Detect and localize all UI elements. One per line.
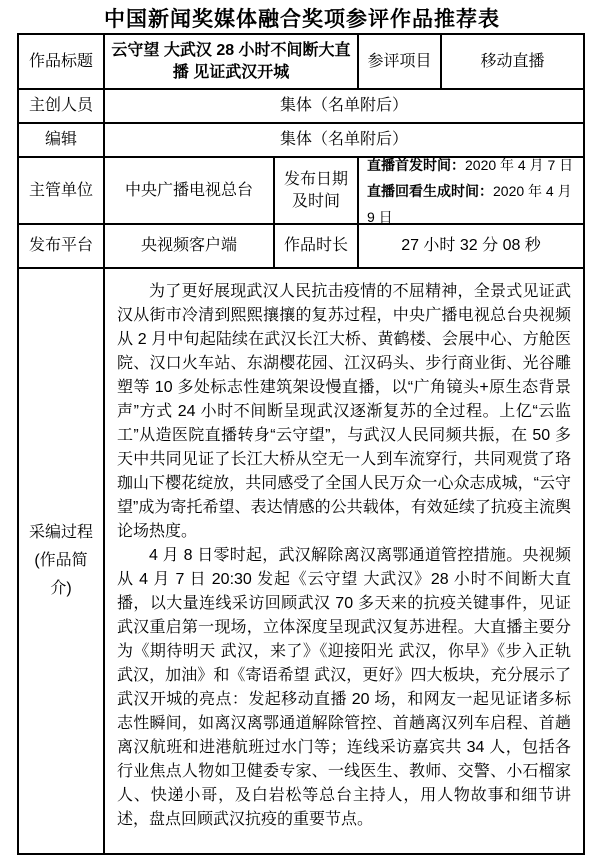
work-title-value: 云守望 大武汉 28 小时不间断大直播 见证武汉开城 bbox=[105, 35, 359, 88]
process-paragraph-2: 4 月 8 日零时起，武汉解除离汉离鄂通道管控措施。央视频从 4 月 7 日 20:30 发起《云守望 大武汉》28 小时不间断大直播，以大量连线采访回顾武汉 70 多天来的抗疫关键事件，见证武汉重启第一现场，立体深度呈现武汉复苏进程。大直播主要分为《期待明天 武汉，来了》《迎接阳光 武汉，你早》《步入正轨 武汉，加油》和《寄语希望 武汉，更好》四大板块，充分展示了武汉开城的亮点：发起移动直播 20 场，和网友一起见证诸多标志性瞬间，如离汉离鄂通道解除管控、首趟离汉列车启程、首趟离汉航班和进港航班过水门等；连线采访嘉宾共 34 人，包括各行业焦点人物如卫健委专家、一线医生、教师、交警、小石榴家人、快递小哥，及白岩松等总台主持人，用人物故事和细节讲述，盘点回顾武汉抗疫的重要节点。 bbox=[117, 547, 571, 828]
page-title: 中国新闻奖媒体融合奖项参评作品推荐表 bbox=[104, 8, 500, 31]
first-air-time bbox=[367, 152, 573, 178]
process-label-line1: 采编过程 bbox=[28, 524, 93, 541]
row-creators bbox=[19, 90, 583, 124]
platform-value: 央视频客户端 bbox=[105, 225, 275, 267]
process-label bbox=[19, 269, 105, 853]
creators-value: 集体（名单附后） bbox=[279, 97, 408, 114]
row-work-title bbox=[19, 35, 583, 90]
publish-date-label bbox=[275, 158, 359, 223]
publish-date-label-line1: 发布日期 bbox=[283, 170, 348, 188]
supervisor-label: 主管单位 bbox=[19, 158, 105, 223]
duration-label: 作品时长 bbox=[275, 225, 359, 267]
editor-value: 集体（名单附后） bbox=[279, 131, 408, 148]
replay-generated-time-label: 直播回看生成时间： bbox=[367, 182, 493, 199]
replay-generated-time bbox=[367, 178, 579, 230]
row-platform bbox=[19, 225, 583, 269]
row-process bbox=[19, 269, 583, 853]
publish-date-value bbox=[359, 158, 583, 223]
process-paragraph-1: 为了更好展现武汉人民抗击疫情的不屈精神，全景式见证武汉从街市冷清到熙熙攘攘的复苏过程，中央广播电视总台央视频从 2 月中旬起陆续在武汉长江大桥、黄鹤楼、会展中心、方舱医院、汉口火车站、东湖樱花园、江汉码头、步行商业街、光谷雕塑等 10 多处标志性建筑架设慢直播，以“广角镜头+原生态背景声”方式 24 小时不间断呈现武汉逐渐复苏的全过程。上亿“云监工”从造医院直播转身“云守望”，与武汉人民同频共振，在 50 多天中共同见证了长江大桥从空无一人到车流穿行，共同观赏了珞珈山下樱花绽放，共同感受了全国人民万众一心众志成城，“云守望”成为寄托希望、表达情感的公共载体，有效延续了抗疫主流舆论场热度。 bbox=[117, 283, 571, 540]
work-title-label: 作品标题 bbox=[19, 35, 105, 88]
first-air-time-label: 直播首发时间： bbox=[367, 156, 465, 173]
row-supervisor bbox=[19, 158, 583, 225]
editor-label: 编辑 bbox=[19, 124, 105, 156]
first-air-time-value: 2020 年 4 月 7 日 bbox=[465, 156, 574, 173]
process-label-line3: 介) bbox=[50, 580, 72, 597]
entry-category-label: 参评项目 bbox=[359, 35, 442, 88]
recommendation-table bbox=[17, 33, 585, 855]
process-description bbox=[105, 269, 583, 853]
supervisor-value: 中央广播电视总台 bbox=[105, 158, 275, 223]
platform-label: 发布平台 bbox=[19, 225, 105, 267]
creators-label: 主创人员 bbox=[19, 90, 105, 122]
publish-date-label-line2: 及时间 bbox=[291, 192, 340, 210]
process-label-line2: (作品简 bbox=[34, 552, 88, 569]
replay-generated-time-value: 2020 年 4 月 9 日 bbox=[367, 182, 572, 225]
duration-value: 27 小时 32 分 08 秒 bbox=[401, 237, 541, 254]
entry-category-value: 移动直播 bbox=[480, 52, 545, 70]
